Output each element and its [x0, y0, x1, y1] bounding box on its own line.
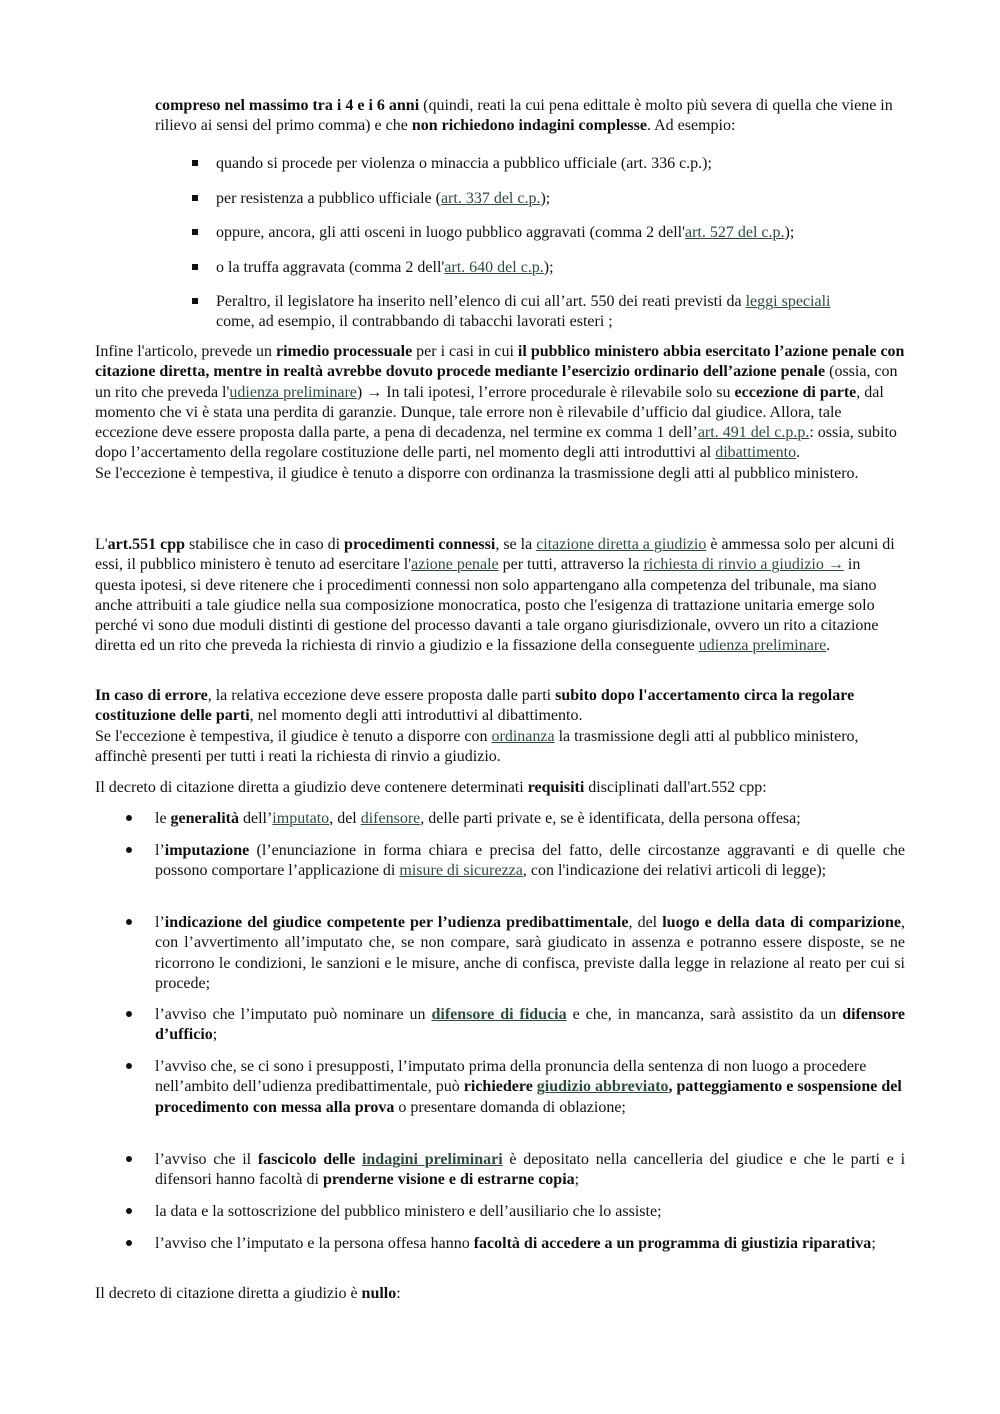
text: l’avviso che, se ci sono i presupposti, l’imputato prima della pronuncia della sentenza di non luogo a procedere nell’ambito dell’udienza predibattimentale, può — [155, 1058, 867, 1096]
text: la trasmissione degli atti al pubblico ministero, affinchè presenti per tutti i reati la richiesta di rinvio a giudizio. — [95, 727, 859, 765]
text: , del — [329, 810, 361, 827]
requisito-item — [155, 1150, 905, 1191]
bold-text: , patteggiamento e sospensione del procedimento con messa alla prova — [155, 1078, 902, 1116]
text: o la truffa aggravata (comma 2 dell' — [216, 259, 445, 276]
bold-text: prenderne visione e di estrarne copia — [322, 1171, 575, 1189]
text: Peraltro, il legislatore ha inserito nell’elenco di cui all’art. 550 dei reati previsti da — [216, 293, 746, 310]
text: (ossia, con un rito che preveda l' — [95, 363, 898, 401]
text: l’avviso che l’imputato e la persona offesa hanno — [155, 1235, 474, 1252]
bold-text: il pubblico ministero abbia esercitato l’azione penale con citazione diretta, mentre in realtà avrebbe dovuto procede mediante l’esercizio ordinario dell’azione penale — [95, 343, 905, 381]
link-leggi-speciali[interactable]: leggi speciali — [745, 293, 831, 310]
requisito-item — [155, 913, 905, 994]
bold-text: compreso nel massimo tra i 4 e i 6 anni — [155, 97, 420, 114]
text: . — [826, 637, 831, 655]
text: , la relativa eccezione deve essere proposta dalle parti — [207, 687, 556, 704]
text: l’ — [155, 914, 165, 931]
bold-text: art.551 cpp — [107, 536, 185, 553]
link-art-527[interactable]: art. 527 del c.p. — [684, 224, 785, 241]
bold-text: fascicolo delle — [257, 1151, 362, 1168]
link-imputato[interactable]: imputato — [272, 810, 330, 827]
text: (l’enunciazione in forma chiara e precisa del fatto, delle circostanze aggravanti e di quelle che possono comportare l’applicazione di — [155, 842, 905, 880]
link-azione-penale[interactable]: azione penale — [411, 556, 499, 574]
link-dibattimento[interactable]: dibattimento — [715, 444, 797, 462]
text: ; — [574, 1171, 580, 1189]
text: per resistenza a pubblico ufficiale ( — [216, 190, 441, 207]
text: , delle parti private e, se è identificata, della persona offesa; — [420, 810, 801, 827]
bold-text: requisiti — [527, 779, 585, 796]
requisito-item — [155, 809, 905, 829]
bold-text: generalità — [170, 810, 239, 827]
text: l’ — [155, 842, 165, 859]
text: , nel momento degli atti introduttivi al dibattimento. — [249, 707, 583, 725]
list-item — [216, 258, 856, 278]
bold-text: indicazione del giudice competente per l’udienza predibattimentale — [164, 914, 629, 931]
text: , del — [628, 914, 663, 931]
text: come, ad esempio, il contrabbando di tabacchi lavorati esteri ; — [216, 313, 613, 331]
bold-text: facoltà di accedere a un programma di giustizia riparativa — [473, 1235, 872, 1252]
text: . Ad esempio: — [646, 117, 736, 135]
text: è ammessa solo per alcuni di essi, il pubblico ministero è tenuto ad esercitare l' — [95, 536, 895, 574]
text: o presentare domanda di oblazione; — [394, 1098, 626, 1116]
bold-text: non richiedono indagini complesse — [411, 117, 647, 135]
text: è depositato nella cancelleria del giudice e che le parti e i difensori hanno facoltà di — [155, 1151, 906, 1189]
text: Il decreto di citazione diretta a giudizio è — [95, 1285, 362, 1302]
paragraph-decreto — [95, 778, 905, 798]
paragraph-art-551 — [95, 535, 905, 657]
requisito-item — [155, 1202, 905, 1222]
link-udienza-preliminare[interactable]: udienza preliminare — [229, 383, 357, 401]
text: per tutti, attraverso la — [498, 556, 644, 574]
bold-text: subito dopo l'accertamento circa la regolare costituzione delle parti — [95, 687, 855, 725]
text: oppure, ancora, gli atti osceni in luogo pubblico aggravati (comma 2 dell' — [216, 224, 685, 241]
link-giudizio-abbreviato[interactable]: giudizio abbreviato — [536, 1078, 669, 1096]
text: per i casi in cui — [412, 343, 518, 360]
text: (quindi, reati la cui pena edittale è molto più severa di quella che viene in rilievo ai sensi del primo comma) e che — [155, 97, 893, 135]
link-art-491[interactable]: art. 491 del c.p.p. — [697, 424, 810, 442]
text: , se la — [495, 536, 537, 553]
text: : ossia, subito dopo l’accertamento della regolare costituzione delle parti, nel momento degli atti introduttivi al — [95, 424, 897, 462]
requisito-item — [155, 841, 905, 882]
link-ordinanza[interactable]: ordinanza — [491, 727, 555, 745]
link-udienza-preliminare[interactable]: udienza preliminare — [698, 637, 827, 655]
bold-text: eccezione di parte — [734, 383, 857, 401]
text: stabilisce che in caso di — [184, 536, 345, 553]
text: ; — [871, 1235, 876, 1252]
bold-text: imputazione — [164, 842, 250, 859]
text: l’avviso che il — [155, 1151, 258, 1168]
text: Il decreto di citazione diretta a giudizio deve contenere determinati — [95, 779, 528, 796]
bold-text: In caso di errore — [95, 687, 208, 704]
paragraph-nullo — [95, 1284, 905, 1304]
text: Se l'eccezione è tempestiva, il giudice è tenuto a disporre con ordinanza la trasmissione degli atti al pubblico ministero. — [95, 464, 859, 482]
text: l’avviso che l’imputato può nominare un — [155, 1006, 432, 1023]
text: dell’ — [238, 810, 273, 827]
text: ) → In tali ipotesi, l’errore procedurale è rilevabile solo su — [356, 383, 735, 401]
link-difensore[interactable]: difensore — [360, 810, 421, 827]
text: disciplinati dall'art.552 cpp: — [584, 779, 767, 796]
link-citazione-diretta[interactable]: citazione diretta a giudizio — [536, 536, 707, 553]
bold-text: difensore d’ufficio — [155, 1006, 906, 1044]
text: in questa ipotesi, si deve ritenere che i procedimenti connessi non solo appartengano alla competenza del tribunale, ma siano anche attribuiti a tale giudice nella sua composizione monocratica, posto che l'esigenza di trattazione unitaria emerge solo perché vi sono due moduli distinti di gestione del processo davanti a tale organo giurisdizionale, ovvero un rito a citazione diretta ed un rito che preveda la richiesta di rinvio a giudizio e la fissazione della conseguente — [95, 556, 879, 655]
text: ); — [540, 190, 551, 207]
text: L' — [95, 536, 108, 553]
text: le — [155, 810, 171, 827]
list-item — [216, 292, 846, 333]
paragraph-infine — [95, 342, 905, 484]
text: , con l'indicazione dei relativi articoli di legge); — [522, 862, 827, 880]
requisito-item — [155, 1005, 905, 1046]
text: : — [396, 1285, 401, 1302]
text: e che, in mancanza, sarà assistito da un — [566, 1006, 843, 1023]
requisito-item — [155, 1057, 905, 1118]
link-difensore-fiducia[interactable]: difensore di fiducia — [431, 1006, 567, 1023]
requisito-item — [155, 1234, 905, 1254]
text: ); — [543, 259, 554, 276]
bold-text: rimedio processuale — [276, 343, 413, 360]
list-item — [216, 189, 856, 209]
text: , con l’avvertimento all’imputato che, se non compare, sarà giudicato in assenza e potranno essere disposte, se ne ricorrono le condizioni, le sanzioni e le misure, anche di confisca, previste dalla legge in relazione al reato per cui si procede; — [155, 914, 906, 992]
bold-text: procedimenti connessi — [344, 536, 496, 553]
bold-text: luogo e della data di comparizione — [662, 914, 902, 931]
bold-text: richiedere — [463, 1078, 537, 1096]
bold-text: nullo — [361, 1285, 397, 1302]
link-misure-sicurezza[interactable]: misure di sicurezza — [399, 862, 523, 880]
list-item — [216, 223, 856, 243]
text: Infine l'articolo, prevede un — [95, 343, 277, 360]
list-item — [216, 154, 856, 174]
text: , dal momento che vi è stata una perdita di garanzie. Dunque, tale errore non è rilevabile d’ufficio dal giudice. Allora, tale eccezione deve essere proposta dalla parte, a pena di decadenza, nel termine ex comma 1 dell’ — [95, 383, 884, 442]
link-richiesta-rinvio[interactable]: richiesta di rinvio a giudizio → — [643, 556, 844, 574]
text: Se l'eccezione è tempestiva, il giudice è tenuto a disporre con — [95, 727, 492, 745]
text: . — [796, 444, 801, 462]
link-indagini-preliminari[interactable]: indagini preliminari — [361, 1151, 503, 1168]
text: ; — [212, 1026, 218, 1044]
text: ); — [784, 224, 795, 241]
paragraph-errore — [95, 686, 905, 767]
intro-paragraph — [155, 96, 905, 137]
text: quando si procede per violenza o minaccia a pubblico ufficiale (art. 336 c.p.); — [216, 155, 712, 172]
text: la data e la sottoscrizione del pubblico ministero e dell’ausiliario che lo assiste; — [155, 1203, 662, 1220]
link-art-337[interactable]: art. 337 del c.p. — [440, 190, 541, 207]
link-art-640[interactable]: art. 640 del c.p. — [444, 259, 544, 276]
